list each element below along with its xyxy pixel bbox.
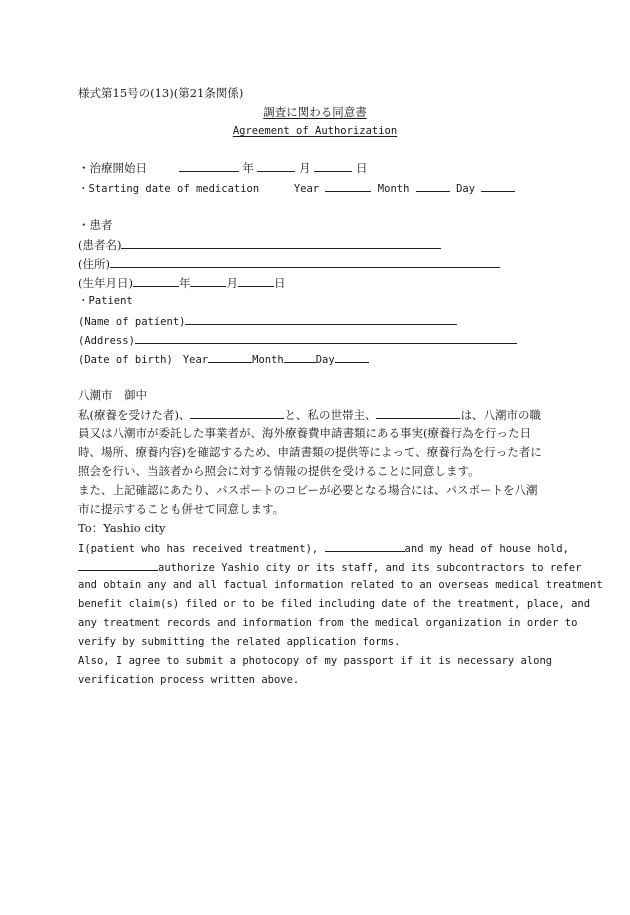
patient-birth-en-row <box>78 351 369 367</box>
month-jp-label: 月 <box>299 161 311 175</box>
birth-year-en-label: Year <box>182 354 209 366</box>
consent-jp-text: 私(療養を受けた者)、 <box>78 408 191 422</box>
patient-name-en-row <box>78 313 457 329</box>
month-en-label: Month <box>377 183 410 195</box>
year-en-label: Year <box>293 183 320 195</box>
consent-jp-line-3: 時、場所、療養内容)を確認するため、申請書類の提供等によって、療養行為を行った者に <box>78 445 542 459</box>
patient-address-en-row <box>78 332 517 348</box>
patient-address-jp-row <box>78 256 500 271</box>
consent-jp-line-4: 照会を行い、当該者から照会に対する情報の提供を受けることに同意します。 <box>78 464 480 478</box>
title-jp-text: 調査に関わる同意書 <box>263 105 367 119</box>
birth-month-en-field[interactable] <box>284 351 316 363</box>
consent-en-line-2 <box>78 559 582 575</box>
birth-day-en-label: Day <box>315 354 335 366</box>
patient-name-jp-field[interactable] <box>121 237 441 249</box>
birth-month-jp-label: 月 <box>226 276 238 290</box>
consent-en-line-7: Also, I agree to submit a photocopy of my passport if it is necessary along <box>78 655 553 667</box>
consent-jp-line-5: また、上記確認にあたり、パスポートのコピーが必要となる場合には、パスポートを八潮 <box>78 483 538 497</box>
patient-birth-jp-label: (生年月日) <box>78 276 133 290</box>
patient-address-jp-field[interactable] <box>110 256 500 268</box>
birth-month-en-label: Month <box>252 354 284 366</box>
consent-en-line-4: benefit claim(s) filed or to be filed including date of the treatment, place, and <box>78 598 591 610</box>
start-date-jp-label: ・治療開始日 <box>78 161 147 175</box>
birth-year-en-field[interactable] <box>208 351 252 363</box>
consent-en-line-3: and obtain any and all factual information related to an overseas medical treatment <box>78 579 603 591</box>
patient-birth-en-label: (Date of birth) <box>78 354 173 366</box>
patient-name-en-label: (Name of patient) <box>78 316 186 328</box>
patient-address-en-field[interactable] <box>135 332 517 344</box>
birth-day-jp-field[interactable] <box>238 275 274 287</box>
patient-name-en-field[interactable] <box>185 313 457 325</box>
start-year-jp-field[interactable] <box>179 160 239 172</box>
treated-person-jp-field[interactable] <box>190 407 284 419</box>
patient-name-jp-row <box>78 237 441 252</box>
consent-jp-line-6: 市に提示することも併せて同意します。 <box>78 502 285 516</box>
consent-en-text: I(patient who has received treatment), <box>78 543 319 555</box>
patient-birth-jp-row <box>78 275 285 290</box>
start-month-en-field[interactable] <box>416 180 450 192</box>
day-en-label: Day <box>456 183 476 195</box>
title-japanese <box>0 105 630 119</box>
addressee-en: To：Yashio city <box>78 521 166 535</box>
addressee-jp: 八潮市 御中 <box>78 388 147 402</box>
patient-en-heading: ・Patient <box>78 295 133 307</box>
birth-year-jp-label: 年 <box>178 276 191 290</box>
consent-jp-line-1 <box>78 407 541 422</box>
start-year-en-field[interactable] <box>325 180 371 192</box>
birth-month-jp-field[interactable] <box>190 275 226 287</box>
household-head-jp-field[interactable] <box>376 407 460 419</box>
start-date-en-label: ・Starting date of medication <box>78 183 260 195</box>
patient-address-en-label: (Address) <box>78 335 135 347</box>
consent-jp-text: と、私の世帯主、 <box>284 408 377 422</box>
start-date-jp-row <box>78 160 367 175</box>
start-date-en-row <box>78 180 515 196</box>
start-month-jp-field[interactable] <box>257 160 295 172</box>
birth-day-jp-label: 日 <box>273 276 286 290</box>
consent-en-line-8: verification process written above. <box>78 674 300 686</box>
patient-address-jp-label: (住所) <box>78 257 110 271</box>
patient-jp-heading: ・患者 <box>78 218 113 232</box>
birth-year-jp-field[interactable] <box>133 275 179 287</box>
year-jp-label: 年 <box>242 161 254 175</box>
birth-day-en-field[interactable] <box>335 351 369 363</box>
day-jp-label: 日 <box>355 161 368 175</box>
start-day-jp-field[interactable] <box>314 160 352 172</box>
consent-en-text: and my head of house hold, <box>404 543 569 555</box>
patient-name-jp-label: (患者名) <box>78 238 122 252</box>
consent-jp-line-2: 員又は八潮市が委託した事業者が、海外療養費申請書類にある事実(療養行為を行った日 <box>78 426 531 440</box>
start-day-en-field[interactable] <box>481 180 515 192</box>
consent-en-text: authorize Yashio city or its staff, and its subcontractors to refer <box>158 562 582 574</box>
consent-en-line-6: verify by submitting the related application forms. <box>78 636 401 648</box>
treated-person-en-field[interactable] <box>325 540 405 552</box>
title-en-text: Agreement of Authorization <box>232 125 398 137</box>
form-number: 様式第15号の(13)(第21条関係) <box>78 86 244 100</box>
consent-jp-text: は、八潮市の職 <box>460 408 541 422</box>
title-english <box>0 124 630 138</box>
consent-en-line-5: any treatment records and information from the medical organization in order to <box>78 617 578 629</box>
household-head-en-field[interactable] <box>78 559 158 571</box>
consent-en-line-1 <box>78 540 569 556</box>
